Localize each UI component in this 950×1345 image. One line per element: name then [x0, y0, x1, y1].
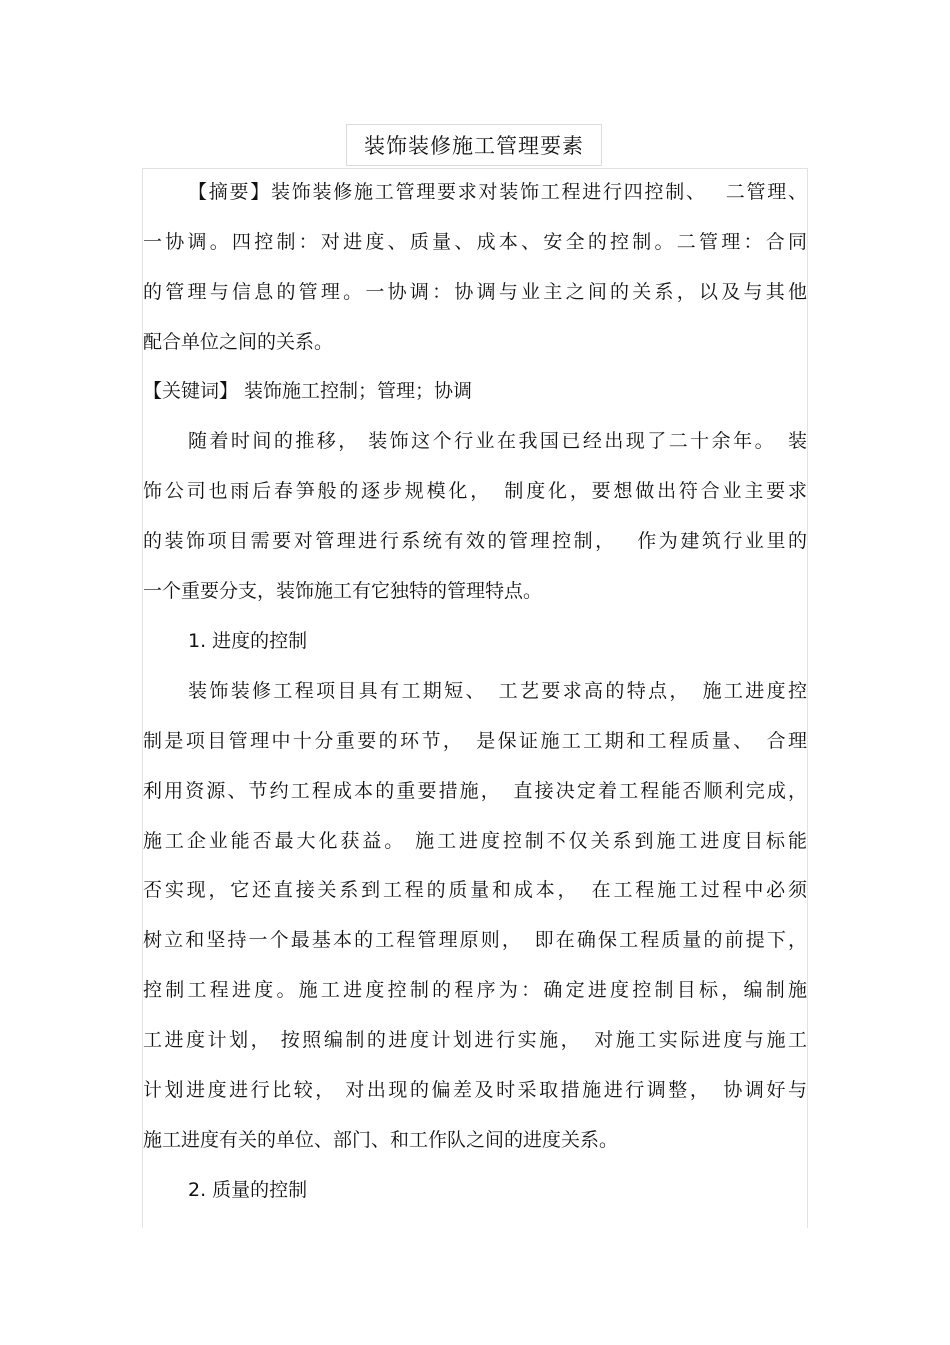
intro-line-4: 一个重要分支，装饰施工有它独特的管理特点。 — [143, 580, 543, 602]
keywords-line: 【关键词】 装饰施工控制；管理；协调 — [143, 380, 473, 402]
section1-line-3: 利用资源、节约工程成本的重要措施， 直接决定着工程能否顺利完成， — [143, 780, 807, 802]
section1-line-8: 工进度计划， 按照编制的进度计划进行实施， 对施工实际进度与施工 — [143, 1029, 807, 1051]
intro-line-2: 饰公司也雨后春笋般的逐步规模化， 制度化，要想做出符合业主要求 — [143, 480, 807, 502]
section1-line-6: 树立和坚持一个最基本的工程管理原则， 即在确保工程质量的前提下， — [143, 929, 807, 951]
section1-line-2: 制是项目管理中十分重要的环节， 是保证施工工期和工程质量、 合理 — [143, 730, 807, 752]
intro-line-1: 随着时间的推移， 装饰这个行业在我国已经出现了二十余年。 装 — [188, 430, 807, 452]
intro-line-3: 的装饰项目需要对管理进行系统有效的管理控制， 作为建筑行业里的 — [143, 530, 807, 552]
section1-line-9: 计划进度进行比较， 对出现的偏差及时采取措施进行调整， 协调好与 — [143, 1079, 807, 1101]
abstract-line-3: 的管理与信息的管理。一协调：协调与业主之间的关系，以及与其他 — [143, 281, 807, 303]
section1-line-10: 施工进度有关的单位、部门、和工作队之间的进度关系。 — [143, 1129, 619, 1151]
section1-line-7: 控制工程进度。施工进度控制的程序为：确定进度控制目标，编制施 — [143, 979, 807, 1001]
abstract-line-1: 【摘要】装饰装修施工管理要求对装饰工程进行四控制、 二管理、 — [188, 181, 807, 203]
section1-line-4: 施工企业能否最大化获益。 施工进度控制不仅关系到施工进度目标能 — [143, 830, 807, 852]
section1-line-1: 装饰装修工程项目具有工期短、 工艺要求高的特点， 施工进度控 — [188, 680, 807, 702]
abstract-line-2: 一协调。四控制：对进度、质量、成本、安全的控制。二管理：合同 — [143, 231, 807, 253]
section1-line-5: 否实现，它还直接关系到工程的质量和成本， 在工程施工过程中必须 — [143, 879, 807, 901]
abstract-line-4: 配合单位之间的关系。 — [143, 331, 334, 353]
section-heading-2: 2. 质量的控制 — [188, 1179, 308, 1201]
section-heading-1: 1. 进度的控制 — [188, 630, 308, 652]
document-title: 装饰装修施工管理要素 — [346, 124, 602, 166]
